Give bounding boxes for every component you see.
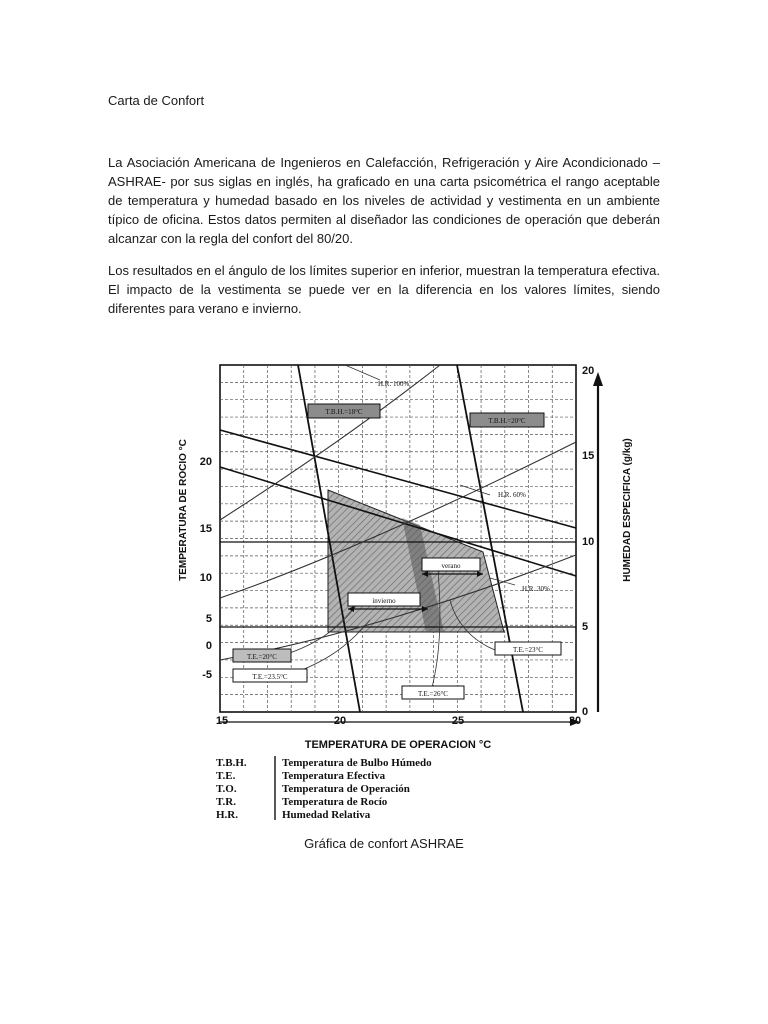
svg-text:30: 30 xyxy=(568,715,582,727)
svg-text:25: 25 xyxy=(451,715,465,727)
svg-text:H.R.: H.R. xyxy=(216,809,238,821)
label-verano xyxy=(422,558,483,577)
label-te235 xyxy=(233,669,307,682)
svg-text:10: 10 xyxy=(582,536,595,548)
svg-text:5: 5 xyxy=(582,621,589,633)
figure-caption: Gráfica de confort ASHRAE xyxy=(304,836,464,851)
label-hr30: H.R. 30% xyxy=(522,585,550,593)
label-invierno xyxy=(348,593,428,612)
svg-text:Temperatura de Bulbo Húmedo: Temperatura de Bulbo Húmedo xyxy=(282,757,432,769)
svg-text:T.E.: T.E. xyxy=(216,770,236,782)
svg-text:T.B.H.: T.B.H. xyxy=(216,757,247,769)
svg-text:15: 15 xyxy=(199,523,212,535)
svg-text:T.O.: T.O. xyxy=(216,783,237,795)
label-te20 xyxy=(233,649,291,662)
ashrae-comfort-chart xyxy=(170,360,633,825)
svg-text:T.B.H.=18°C: T.B.H.=18°C xyxy=(325,408,363,416)
paragraph-results: Los resultados en el ángulo de los límites superior en inferior, muestran la temperatura efectiva. El impacto de la vestimenta se puede ver en la diferencia en los valores límites, siendo diferentes para verano e invierno. xyxy=(108,263,660,316)
svg-text:0: 0 xyxy=(205,640,212,652)
y-left-tick-labels xyxy=(200,456,212,681)
y-right-tick-labels xyxy=(582,365,594,718)
svg-text:T.E.=26°C: T.E.=26°C xyxy=(418,690,448,698)
svg-text:10: 10 xyxy=(199,572,212,584)
svg-text:T.E.=20°C: T.E.=20°C xyxy=(247,653,277,661)
svg-text:T.R.: T.R. xyxy=(216,796,236,808)
svg-text:20: 20 xyxy=(333,715,347,727)
svg-text:Temperatura de Rocío: Temperatura de Rocío xyxy=(282,796,388,808)
svg-text:T.E.=23°C: T.E.=23°C xyxy=(513,646,543,654)
paragraph-ashrae: La Asociación Americana de Ingenieros en Calefacción, Refrigeración y Aire Acondicionado –ASHRAE- por sus siglas en inglés, ha graficado en una carta psicométrica el rango aceptable de temperatura y humedad basado en los niveles de actividad y vestimenta en un ambiente típico de oficina. Estos datos permiten al diseñador las condiciones de operación que deberán alcanzar con la regla del confort del 80/20. xyxy=(108,155,660,246)
svg-text:invierno: invierno xyxy=(372,597,396,605)
x-axis-title: TEMPERATURA DE OPERACION °C xyxy=(304,739,492,751)
svg-text:20: 20 xyxy=(199,456,212,468)
label-tbh20 xyxy=(470,413,544,427)
chart-legend xyxy=(216,756,432,821)
y-left-axis-title: TEMPERATURA DE ROCIO °C xyxy=(178,439,189,581)
svg-text:T.E.=23.5°C: T.E.=23.5°C xyxy=(252,673,288,681)
svg-text:5: 5 xyxy=(205,613,212,625)
svg-text:T.B.H.=20°C: T.B.H.=20°C xyxy=(488,417,526,425)
label-te26 xyxy=(402,686,464,699)
svg-text:Temperatura de Operación: Temperatura de Operación xyxy=(282,783,410,795)
svg-text:15: 15 xyxy=(582,450,595,462)
label-te23 xyxy=(495,642,561,655)
y-right-axis-title: HUMEDAD ESPECIFICA (g/kg) xyxy=(622,438,633,582)
document-title: Carta de Confort xyxy=(108,93,205,108)
svg-text:-5: -5 xyxy=(202,669,212,681)
label-hr60: H.R. 60% xyxy=(498,491,526,499)
svg-text:20: 20 xyxy=(582,365,595,377)
svg-text:15: 15 xyxy=(215,715,229,727)
svg-text:verano: verano xyxy=(441,562,461,570)
x-tick-labels xyxy=(216,715,581,727)
svg-text:0: 0 xyxy=(582,706,589,718)
svg-text:Temperatura Efectiva: Temperatura Efectiva xyxy=(282,770,386,782)
svg-text:Humedad Relativa: Humedad Relativa xyxy=(282,809,371,821)
label-tbh18 xyxy=(308,404,380,418)
label-hr100: H.R. 100% xyxy=(378,380,410,388)
